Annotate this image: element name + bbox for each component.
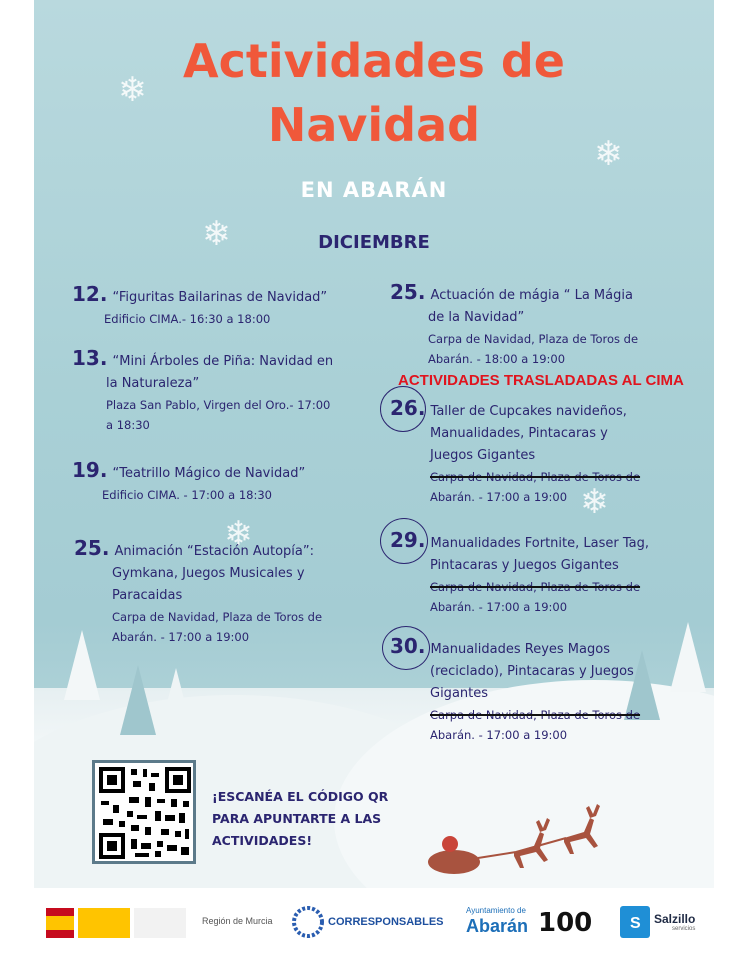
event-day: 25. [390,280,426,304]
tree-icon [158,668,194,738]
spanish-government-logo-icon [46,908,186,938]
snowflake-icon: ❄ [118,70,147,110]
qr-code[interactable] [92,760,196,864]
event-name: Pintacaras y Juegos Gigantes [430,558,619,573]
event-place: Abarán. - 17:00 a 19:00 [430,728,568,742]
corresponsables-logo-icon [292,906,324,938]
event-name: “Mini Árboles de Piña: Navidad en [112,354,334,369]
event-19 [72,458,305,505]
sponsor-logos [0,888,742,960]
event-place: Edificio CIMA.- 16:30 a 18:00 [104,312,271,326]
event-12 [72,282,327,329]
event-13 [72,346,333,435]
qr-code-icon [99,767,191,859]
event-place: a 18:30 [106,418,150,432]
event-place-struck: Carpa de Navidad, Plaza de Toros de [430,580,641,594]
title-line-2: Navidad [267,98,481,152]
event-name: Gymkana, Juegos Musicales y [112,566,305,581]
event-name: Taller de Cupcakes navideños, [430,404,627,419]
event-name: Manualidades Fortnite, Laser Tag, [430,536,649,551]
event-name: “Teatrillo Mágico de Navidad” [112,466,306,481]
event-name: Actuación de mágia “ La Mágia [430,288,633,303]
event-day: 12. [72,282,108,306]
svg-text:S: S [630,915,641,932]
qr-text-line: ACTIVIDADES! [212,833,313,848]
corresponsables-logo: CORRESPONSABLES [328,916,444,928]
event-place-struck: Carpa de Navidad, Plaza de Toros de [430,708,641,722]
event-30 [390,634,640,745]
event-place: Carpa de Navidad, Plaza de Toros de [428,332,639,346]
event-place: Abarán. - 17:00 a 19:00 [430,490,568,504]
tree-icon [120,665,156,735]
snowflake-icon: ❄ [594,134,623,174]
event-place: Abarán. - 17:00 a 19:00 [112,630,250,644]
event-place: Edificio CIMA. - 17:00 a 18:30 [102,488,272,502]
event-name: Manualidades, Pintacaras y [430,426,608,441]
title-line-1: Actividades de [183,34,565,88]
abaran-logo: Abarán [466,916,529,936]
ayuntamiento-label: Ayuntamiento de [466,906,526,915]
qr-text-line: PARA APUNTARTE A LAS [212,811,382,826]
event-25-left [74,536,322,647]
event-day: 19. [72,458,108,482]
region-murcia-logo: Región de Murcia [202,916,273,926]
poster [34,0,714,888]
event-name: Juegos Gigantes [430,448,536,463]
event-day: 29. [390,528,426,552]
relocation-notice: ACTIVIDADES TRASLADADAS AL CIMA [398,372,684,389]
qr-instructions [212,786,388,852]
event-day: 25. [74,536,110,560]
snowflake-icon: ❄ [580,482,609,522]
tree-icon [670,622,706,692]
reindeer-sleigh-icon [424,800,624,880]
event-day: 30. [390,634,426,658]
event-name: Animación “Estación Autopía”: [114,544,314,559]
event-name: Manualidades Reyes Magos [430,642,610,657]
salzillo-sub-label: servicios [672,926,696,932]
event-name: (reciclado), Pintacaras y Juegos [430,664,634,679]
event-place: Abarán. - 17:00 a 19:00 [430,600,568,614]
subtitle: EN ABARÁN [300,178,448,202]
salzillo-logo: Salzillo [654,912,696,926]
event-place-struck: Carpa de Navidad, Plaza de Toros de [430,470,641,484]
cien-logo: 100 [538,908,593,938]
event-day: 13. [72,346,108,370]
event-name: de la Navidad” [428,310,525,325]
event-29 [390,528,649,617]
month-heading: DICIEMBRE [318,232,430,253]
salzillo-logo-icon [620,906,650,938]
event-day: 26. [390,396,426,420]
event-name: la Naturaleza” [106,376,200,391]
event-name: Paracaidas [112,588,183,603]
snowflake-icon: ❄ [224,514,253,554]
qr-text-line: ¡ESCANÉA EL CÓDIGO QR [212,789,389,804]
event-place: Carpa de Navidad, Plaza de Toros de [112,610,323,624]
event-26 [390,396,640,507]
event-place: Abarán. - 18:00 a 19:00 [428,352,566,366]
snowflake-icon: ❄ [202,214,231,254]
event-name: “Figuritas Bailarinas de Navidad” [112,290,328,305]
event-place: Plaza San Pablo, Virgen del Oro.- 17:00 [106,398,331,412]
event-25-right [390,280,638,369]
event-name: Gigantes [430,686,489,701]
